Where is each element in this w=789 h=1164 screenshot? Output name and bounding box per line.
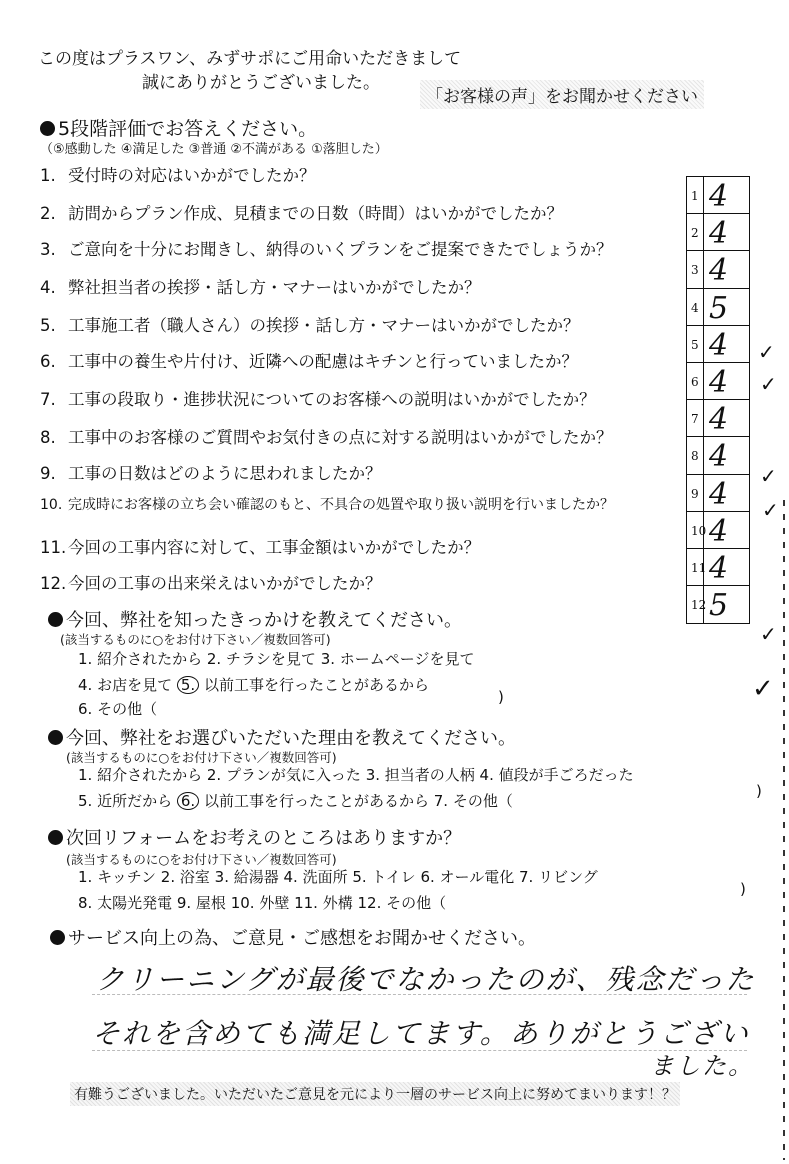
- score-cell: [687, 326, 749, 363]
- question-row: [40, 460, 382, 484]
- question-text: 弊社担当者の挨拶・話し方・マナーはいかがでしたか？: [68, 278, 481, 297]
- question-row: [40, 386, 596, 410]
- question-number: 3.: [40, 240, 56, 259]
- check-mark: ✓: [760, 372, 777, 396]
- question-row: [40, 348, 578, 372]
- score-cell: [687, 512, 749, 549]
- choose-options-2: 5. 近所だから 6. 以前工事を行ったことがあるから 7. その他（: [78, 792, 513, 810]
- score-cell: [687, 586, 749, 623]
- question-row: [40, 162, 316, 186]
- choose-heading: 今回、弊社をお選びいただいた理由を教えてください。: [48, 724, 516, 750]
- question-row: [40, 494, 614, 514]
- question-number: 8.: [40, 428, 56, 447]
- scan-edge: [783, 500, 785, 1160]
- question-text: 工事中の養生や片付け、近隣への配慮はキチンと行っていましたか？: [68, 352, 579, 371]
- check-mark: ✓: [760, 464, 777, 488]
- question-text: ご意向を十分にお聞きし、納得のいくプランをご提案できたでしょうか？: [68, 240, 613, 259]
- question-number: 6.: [40, 352, 56, 371]
- score-cell: [687, 437, 749, 474]
- footer-thanks: 有難うございました。いただいたご意見を元により一層のサービス向上に努めてまいります！？: [70, 1082, 680, 1106]
- question-text: 今回の工事内容に対して、工事金額はいかがでしたか？: [68, 538, 481, 557]
- know-note: (該当するものに○をお付け下さい／複数回答可): [60, 632, 331, 647]
- question-row: [40, 236, 613, 260]
- choose-note: (該当するものに○をお付け下さい／複数回答可): [66, 750, 337, 765]
- score-number: 2: [691, 226, 699, 241]
- choose-close-paren: ): [756, 782, 762, 800]
- question-number: 7.: [40, 390, 56, 409]
- question-text: 受付時の対応はいかがでしたか？: [68, 166, 316, 185]
- know-heading: 今回、弊社を知ったきっかけを教えてください。: [48, 606, 462, 632]
- score-number: 9: [691, 486, 699, 501]
- score-cell: [687, 177, 749, 214]
- check-mark: ✓: [760, 622, 777, 646]
- score-number: 3: [691, 263, 699, 278]
- question-number: 4.: [40, 278, 56, 297]
- score-value: 4: [709, 476, 729, 512]
- question-number: 10.: [40, 497, 63, 513]
- next-close-paren: ): [740, 880, 746, 898]
- bullet-icon: [48, 830, 63, 845]
- question-row: [40, 570, 382, 594]
- bullet-icon: [50, 930, 65, 945]
- choose-options-1: 1. 紹介されたから 2. プランが気に入った 3. 担当者の人柄 4. 値段が手ごろだった: [78, 766, 634, 784]
- question-row: [40, 200, 563, 224]
- score-value: 4: [709, 216, 729, 252]
- rating-heading: 5段階評価でお答えください。: [40, 114, 317, 141]
- score-value: 4: [709, 327, 729, 363]
- know-close-paren: ): [498, 688, 504, 706]
- comments-heading: サービス向上の為、ご意見・ご感想をお聞かせください。: [50, 924, 536, 950]
- question-text: 工事の日数はどのように思われましたか？: [68, 464, 382, 483]
- question-number: 1.: [40, 166, 56, 185]
- bullet-icon: [40, 121, 55, 136]
- question-text: 工事の段取り・進捗状況についてのお客様への説明はいかがでしたか？: [68, 390, 596, 409]
- score-value: 4: [709, 513, 729, 549]
- score-value: 4: [709, 402, 729, 438]
- score-number: 7: [691, 412, 699, 427]
- score-cell: [687, 400, 749, 437]
- question-row: [40, 424, 613, 448]
- score-value: 5: [709, 588, 729, 624]
- question-number: 5.: [40, 316, 56, 335]
- know-options-2: 4. お店を見て 5. 以前工事を行ったことがあるから: [78, 676, 429, 694]
- next-options-1: 1. キッチン 2. 浴室 3. 給湯器 4. 洗面所 5. トイレ 6. オール電化 7. リビング: [78, 868, 598, 886]
- handwritten-comment-3: ました。: [650, 1052, 754, 1080]
- score-value: 5: [709, 290, 729, 326]
- score-cell: [687, 251, 749, 288]
- score-value: 4: [709, 179, 729, 214]
- check-mark: ✓: [762, 498, 779, 522]
- score-number: 1: [691, 189, 699, 203]
- know-options-1: 1. 紹介されたから 2. チラシを見て 3. ホームページを見て: [78, 650, 475, 668]
- selected-option-circle: 6.: [177, 792, 199, 810]
- question-text: 今回の工事の出来栄えはいかがでしたか？: [68, 574, 382, 593]
- question-text: 訪問からプラン作成、見積までの日数（時間）はいかがでしたか？: [68, 204, 563, 223]
- next-heading: 次回リフォームをお考えのところはありますか？: [48, 824, 461, 850]
- score-value: 4: [709, 364, 729, 400]
- score-value: 4: [709, 253, 729, 289]
- check-mark: ✓: [758, 340, 775, 364]
- score-value: 4: [709, 439, 729, 475]
- score-number: 12: [691, 598, 707, 613]
- score-cell: [687, 289, 749, 326]
- score-number: 11: [691, 560, 707, 575]
- know-options-3: 6. その他（: [78, 700, 158, 718]
- question-number: 11.: [40, 538, 67, 557]
- handwritten-comment-1: クリーニングが最後でなかったのが、残念だった: [96, 963, 756, 996]
- question-text: 完成時にお客様の立ち会い確認のもと、不具合の処置や取り扱い説明を行いましたか？: [68, 497, 614, 513]
- question-row: [40, 534, 480, 558]
- next-note: (該当するものに○をお付け下さい／複数回答可): [66, 852, 337, 867]
- question-text: 工事施工者（職人さん）の挨拶・話し方・マナーはいかがでしたか？: [68, 316, 580, 335]
- next-options-2: 8. 太陽光発電 9. 屋根 10. 外壁 11. 外構 12. その他（: [78, 894, 447, 912]
- score-cell: [687, 549, 749, 586]
- question-number: 12.: [40, 574, 67, 593]
- score-cell: [687, 475, 749, 512]
- check-mark: ✓: [752, 674, 774, 704]
- intro-line-2: 誠にありがとうございました。: [142, 73, 380, 93]
- question-row: [40, 312, 580, 336]
- question-row: [40, 274, 481, 298]
- bullet-icon: [48, 612, 63, 627]
- rating-legend: （⑤感動した ④満足した ③普通 ②不満がある ①落胆した）: [40, 142, 388, 157]
- score-number: 4: [691, 300, 699, 315]
- score-number: 5: [691, 337, 699, 352]
- customer-voice-title: 「お客様の声」をお聞かせください: [420, 80, 704, 109]
- score-cell: [687, 214, 749, 251]
- selected-option-circle: 5.: [177, 676, 199, 694]
- score-box: [686, 176, 750, 624]
- score-number: 6: [691, 374, 699, 389]
- score-cell: [687, 363, 749, 400]
- handwritten-comment-2: それを含めても満足してます。ありがとうござい: [92, 1017, 750, 1050]
- question-number: 2.: [40, 204, 56, 223]
- intro-line-1: この度はプラスワン、みずサポにご用命いただきまして: [38, 49, 462, 69]
- score-number: 8: [691, 449, 699, 464]
- score-value: 4: [709, 550, 729, 586]
- bullet-icon: [48, 730, 63, 745]
- question-text: 工事中のお客様のご質問やお気付きの点に対する説明はいかがでしたか？: [68, 428, 613, 447]
- score-number: 10: [691, 523, 707, 538]
- question-number: 9.: [40, 464, 56, 483]
